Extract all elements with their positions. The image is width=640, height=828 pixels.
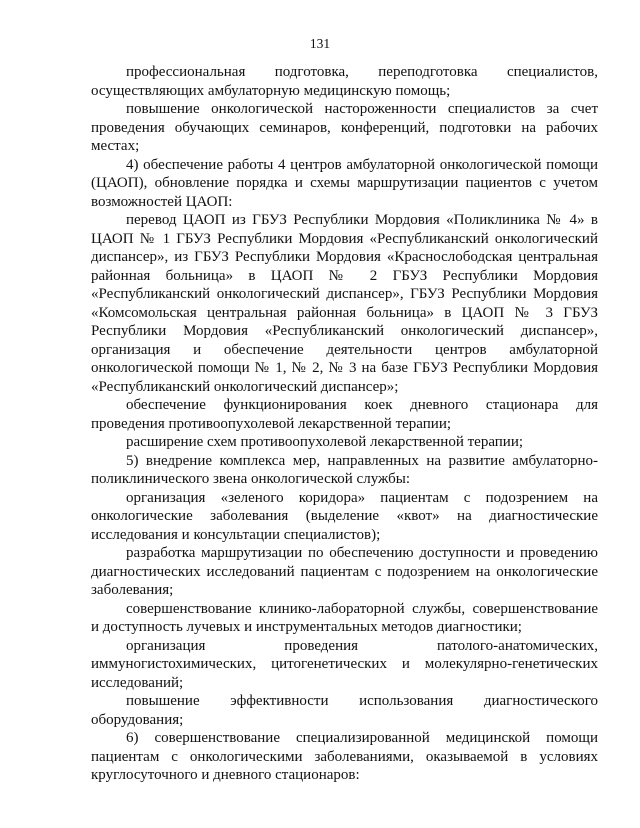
- paragraph: 4) обеспечение работы 4 центров амбулаторной онкологической помощи (ЦАОП), обновление порядка и схемы маршрутизации пациентов с учетом возможностей ЦАОП:: [91, 156, 598, 210]
- paragraph: совершенствование клинико-лабораторной службы, совершенствование и доступность лучевых и инструментальных методов диагностики;: [91, 600, 598, 635]
- paragraph: разработка маршрутизации по обеспечению доступности и проведению диагностических исследований пациентам с подозрением на онкологические заболевания;: [91, 545, 598, 598]
- paragraph: профессиональная подготовка, переподготовка специалистов, осуществляющих амбулаторную медицинскую помощь;: [91, 64, 598, 99]
- paragraph: 5) внедрение комплекса мер, направленных на развитие амбулаторно-поликлинического звена онкологической службы:: [91, 452, 598, 487]
- page-number: 131: [309, 36, 331, 51]
- paragraph: 6) совершенствование специализированной медицинской помощи пациентам с онкологическими заболеваниями, оказываемой в условиях круглосуточного и дневного стационаров:: [91, 730, 598, 783]
- paragraph: повышение эффективности использования диагностического оборудования;: [91, 693, 598, 728]
- body-text: [91, 63, 598, 785]
- paragraph: обеспечение функционирования коек дневного стационара для проведения противоопухолевой лекарственной терапии;: [91, 397, 598, 432]
- paragraph: организация проведения патолого-анатомических, иммуногистохимических, цитогенетических и молекулярно-генетических исследований;: [91, 637, 598, 691]
- paragraph: перевод ЦАОП из ГБУЗ Республики Мордовия «Поликлиника № 4» в ЦАОП № 1 ГБУЗ Республики Мордовия «Республиканский онкологический диспансер», из ГБУЗ Республики Мордовия «Краснослободская центральная районная больница» в ЦАОП № 2 ГБУЗ Республики Мордовия «Республиканский онкологический диспансер», ГБУЗ Республики Мордовия «Комсомольская центральная районная больница» в ЦАОП № 3 ГБУЗ Республики Мордовия «Республиканский онкологический диспансер», организация и обеспечение деятельности центров амбулаторной онкологической помощи № 1, № 2, № 3 на базе ГБУЗ Республики Мордовия «Республиканский онкологический диспансер»;: [91, 212, 598, 395]
- paragraph: повышение онкологической настороженности специалистов за счет проведения обучающих семинаров, конференций, подготовки на рабочих местах;: [91, 101, 598, 154]
- paragraph: расширение схем противоопухолевой лекарственной терапии;: [126, 434, 524, 450]
- paragraph: организация «зеленого коридора» пациентам с подозрением на онкологические заболевания (выделение «квот» на диагностические исследования и консультации специалистов);: [91, 489, 598, 543]
